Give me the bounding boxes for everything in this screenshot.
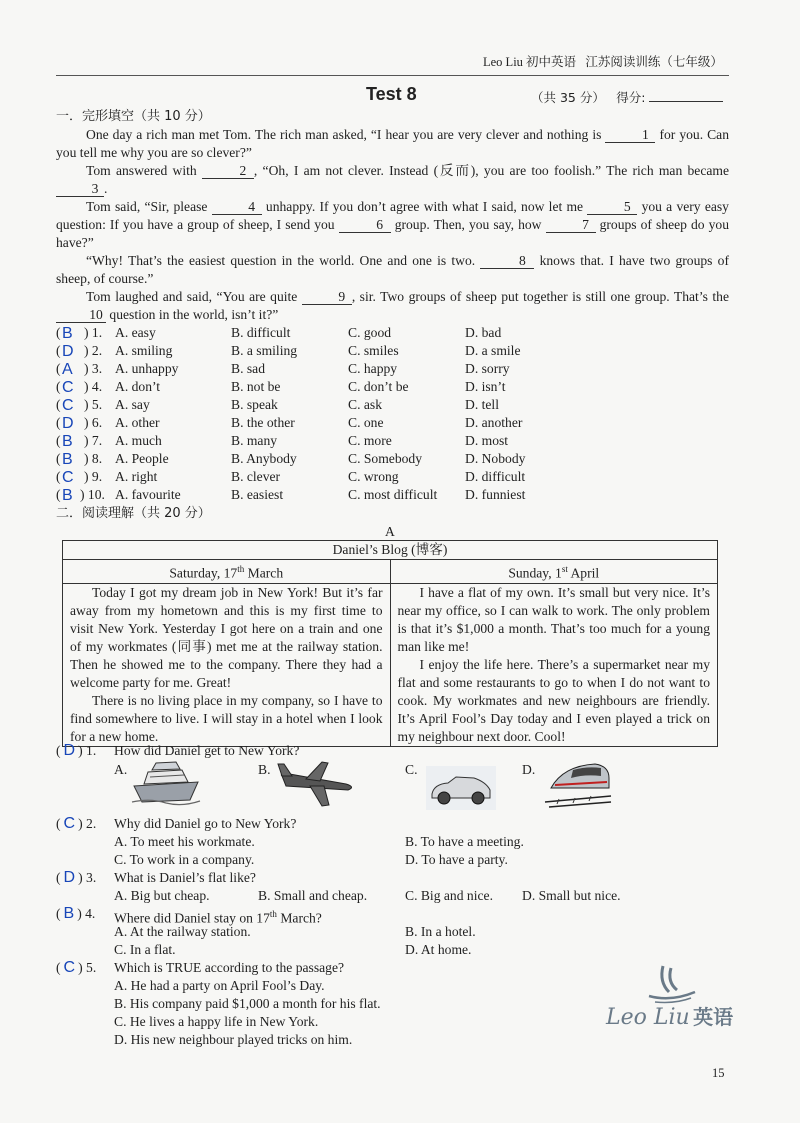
- cloze-paragraph-1: One day a rich man met Tom. The rich man asked, “I hear you are very clever and nothing is 1 for you. Can you tell me why you are so clever?”: [56, 127, 730, 160]
- option-d[interactable]: D. a smile: [465, 343, 521, 358]
- option-d[interactable]: D. To have a party.: [405, 852, 508, 867]
- option-b[interactable]: B.: [258, 762, 271, 777]
- answer-mark[interactable]: C: [63, 959, 76, 976]
- option-c[interactable]: C. happy: [348, 361, 398, 376]
- option-a[interactable]: A. other: [115, 415, 160, 430]
- option-c[interactable]: C. good: [348, 325, 392, 340]
- answer-mark[interactable]: C: [62, 397, 74, 414]
- option-b[interactable]: B. many: [231, 433, 278, 448]
- answer-mark[interactable]: B: [63, 905, 75, 922]
- option-c[interactable]: C. wrong: [348, 469, 399, 484]
- cloze-blank-7[interactable]: 7: [546, 217, 596, 233]
- blog-right-paragraph-2: I enjoy the life here. There’s a supermarket near my flat and some restaurants to go to when I do not want to cook. My workmates and new neighbours are friendly. It’s April Fool’s Day today and I even played a trick on my neighbour next door. Cool!: [397, 656, 710, 744]
- cloze-blank-3[interactable]: 3: [56, 181, 104, 197]
- header-source: Leo Liu 初中英语 江苏阅读训练（七年级）: [483, 55, 723, 69]
- blog-right-date: Sunday, 1st April: [390, 560, 718, 584]
- option-d[interactable]: D. most: [465, 433, 509, 448]
- blog-left-paragraph-1: Today I got my dream job in New York! But it’s far away from my hometown and this is my first time to visit New York. Yesterday I got here on a train and one of my workmates (同事) met me at the railway station. Then he showed me to the company. There they had a welcome party for me. Great!: [70, 584, 383, 690]
- cloze-blank-10[interactable]: 10: [56, 307, 106, 323]
- airplane-icon[interactable]: [276, 760, 358, 808]
- option-a[interactable]: A. say: [115, 397, 150, 412]
- option-a[interactable]: A.: [114, 762, 128, 777]
- blog-right-entry: [390, 583, 718, 746]
- option-a[interactable]: A. easy: [115, 325, 156, 340]
- option-c[interactable]: C. more: [348, 433, 392, 448]
- option-c[interactable]: C. ask: [348, 397, 382, 412]
- page-number: 15: [712, 1066, 725, 1080]
- option-b[interactable]: B. sad: [231, 361, 265, 376]
- answer-mark[interactable]: C: [62, 379, 74, 396]
- option-a[interactable]: A. He had a party on April Fool’s Day.: [114, 978, 325, 993]
- option-b[interactable]: B. To have a meeting.: [405, 834, 524, 849]
- option-b[interactable]: B. Small and cheap.: [258, 888, 368, 903]
- score-field[interactable]: [649, 89, 723, 102]
- cloze-heading: 一．完形填空（共 10 分）: [56, 109, 211, 124]
- option-a[interactable]: A. unhappy: [115, 361, 179, 376]
- option-b[interactable]: B. speak: [231, 397, 278, 412]
- option-c[interactable]: C. one: [348, 415, 384, 430]
- answer-mark[interactable]: C: [62, 469, 74, 486]
- option-a[interactable]: A. favourite: [115, 487, 181, 502]
- cloze-paragraph-2: Tom answered with 2 , “Oh, I am not clever. Instead (反而), you are too foolish.” The rich man became 3 .: [56, 162, 729, 198]
- option-b[interactable]: B. Anybody: [231, 451, 297, 466]
- cloze-blank-8[interactable]: 8: [480, 253, 534, 269]
- option-d[interactable]: D. tell: [465, 397, 499, 412]
- option-a[interactable]: A. To meet his workmate.: [114, 834, 255, 849]
- option-c[interactable]: C. He lives a happy life in New York.: [114, 1014, 319, 1029]
- option-b[interactable]: B. clever: [231, 469, 281, 484]
- option-c[interactable]: C. don’t be: [348, 379, 409, 394]
- option-d[interactable]: D. Nobody: [465, 451, 526, 466]
- answer-mark[interactable]: D: [63, 869, 76, 886]
- cloze-paragraph-3: Tom said, “Sir, please 4 unhappy. If you don’t agree with what I said, now let me 5 you a very easy question: If you have a group of sheep, I send you 6 group. Then, you say, how 7 groups of sheep do you have?”: [56, 199, 729, 250]
- answer-mark[interactable]: D: [63, 742, 76, 759]
- option-d[interactable]: D.: [522, 762, 536, 777]
- cloze-blank-5[interactable]: 5: [587, 199, 637, 215]
- score-box: [531, 89, 723, 107]
- blog-left-paragraph-2: There is no living place in my company, so I have to find somewhere to live. I will stay in a hotel when I look for a new home.: [70, 692, 383, 744]
- car-icon[interactable]: [426, 766, 496, 810]
- score-total: （共 35 分）: [531, 90, 605, 105]
- option-a[interactable]: A. smiling: [115, 343, 173, 358]
- option-d[interactable]: D. sorry: [465, 361, 510, 376]
- answer-mark[interactable]: B: [62, 451, 73, 468]
- option-a[interactable]: A. People: [115, 451, 169, 466]
- option-d[interactable]: D. Small but nice.: [522, 888, 621, 903]
- option-a[interactable]: A. don’t: [115, 379, 161, 394]
- answer-mark[interactable]: B: [62, 487, 73, 504]
- logo-text: Leo Liu 英语: [606, 1005, 734, 1030]
- reading-question-1: ( D ) 1. How did Daniel get to New York?: [56, 742, 300, 759]
- question-stem: Where did Daniel stay on 17th March?: [114, 909, 322, 926]
- blog-table: [62, 540, 718, 747]
- header-rule: [56, 75, 729, 76]
- reading-question-5: ( C ) 5.: [56, 959, 97, 976]
- option-c[interactable]: C. In a flat.: [114, 942, 176, 957]
- question-stem: Which is TRUE according to the passage?: [114, 960, 345, 975]
- reading-heading: 二．阅读理解（共 20 分）: [56, 506, 211, 521]
- answer-mark[interactable]: B: [62, 325, 73, 342]
- option-b[interactable]: B. not be: [231, 379, 281, 394]
- passage-label: A: [385, 524, 395, 539]
- option-d[interactable]: D. At home.: [405, 942, 472, 957]
- score-label: 得分:: [616, 90, 646, 105]
- option-b[interactable]: B. difficult: [231, 325, 291, 340]
- reading-question-4: ( B ) 4.: [56, 905, 96, 922]
- answer-mark[interactable]: D: [62, 415, 74, 432]
- blog-title: Daniel’s Blog (博客): [63, 541, 718, 560]
- logo-mark-icon: [645, 962, 697, 1004]
- option-b[interactable]: B. a smiling: [231, 343, 298, 358]
- cloze-paragraph-4: “Why! That’s the easiest question in the world. One and one is two. 8 knows that. I have two groups of sheep, of course.”: [56, 253, 729, 286]
- option-c[interactable]: C.: [405, 762, 418, 777]
- answer-mark[interactable]: C: [63, 815, 76, 832]
- option-a[interactable]: A. At the railway station.: [114, 924, 251, 939]
- option-d[interactable]: D. His new neighbour played tricks on him.: [114, 1032, 353, 1047]
- option-d[interactable]: D. another: [465, 415, 523, 430]
- cloze-blank-1[interactable]: 1: [605, 127, 655, 143]
- option-a[interactable]: A. right: [115, 469, 158, 484]
- option-c[interactable]: C. Somebody: [348, 451, 423, 466]
- option-b[interactable]: B. In a hotel.: [405, 924, 476, 939]
- option-c[interactable]: C. Big and nice.: [405, 888, 493, 903]
- question-stem: How did Daniel get to New York?: [114, 743, 300, 758]
- reading-question-3: ( D ) 3.: [56, 869, 97, 886]
- answer-mark[interactable]: A: [62, 361, 73, 378]
- answer-mark[interactable]: D: [62, 343, 74, 360]
- option-d[interactable]: D. bad: [465, 325, 502, 340]
- option-b[interactable]: B. easiest: [231, 487, 284, 502]
- option-d[interactable]: D. isn’t: [465, 379, 506, 394]
- cloze-blank-4[interactable]: 4: [212, 199, 262, 215]
- blog-right-paragraph-1: I have a flat of my own. It’s small but very nice. It’s near my office, so I can walk to work. The only problem is that it’s $1,000 a month. That’s too much for a young man like me!: [397, 584, 710, 654]
- ship-icon[interactable]: [130, 760, 202, 806]
- cloze-blank-6[interactable]: 6: [339, 217, 391, 233]
- option-b[interactable]: B. His company paid $1,000 a month for his flat.: [114, 996, 381, 1011]
- option-a[interactable]: A. Big but cheap.: [114, 888, 210, 903]
- option-c[interactable]: C. To work in a company.: [114, 852, 255, 867]
- option-c[interactable]: C. most difficult: [348, 487, 438, 502]
- question-stem: Why did Daniel go to New York?: [114, 816, 297, 831]
- option-a[interactable]: A. much: [115, 433, 162, 448]
- cloze-blank-2[interactable]: 2: [202, 163, 254, 179]
- cloze-blank-9[interactable]: 9: [302, 289, 352, 305]
- option-d[interactable]: D. difficult: [465, 469, 526, 484]
- reading-question-2: ( C ) 2.: [56, 815, 97, 832]
- question-stem: What is Daniel’s flat like?: [114, 870, 256, 885]
- train-icon[interactable]: [543, 758, 613, 810]
- page-title: Test 8: [366, 84, 417, 104]
- cloze-paragraph-5: Tom laughed and said, “You are quite 9 , sir. Two groups of sheep put together is still one group. That’s the 10 question in the world, isn’t it?”: [56, 288, 729, 324]
- blog-left-date: Saturday, 17th March: [63, 560, 391, 584]
- option-c[interactable]: C. smiles: [348, 343, 399, 358]
- answer-mark[interactable]: B: [62, 433, 73, 450]
- blog-left-entry: [63, 583, 391, 746]
- header-series: 江苏阅读训练（七年级）: [585, 55, 723, 69]
- option-d[interactable]: D. funniest: [465, 487, 526, 502]
- option-b[interactable]: B. the other: [231, 415, 295, 430]
